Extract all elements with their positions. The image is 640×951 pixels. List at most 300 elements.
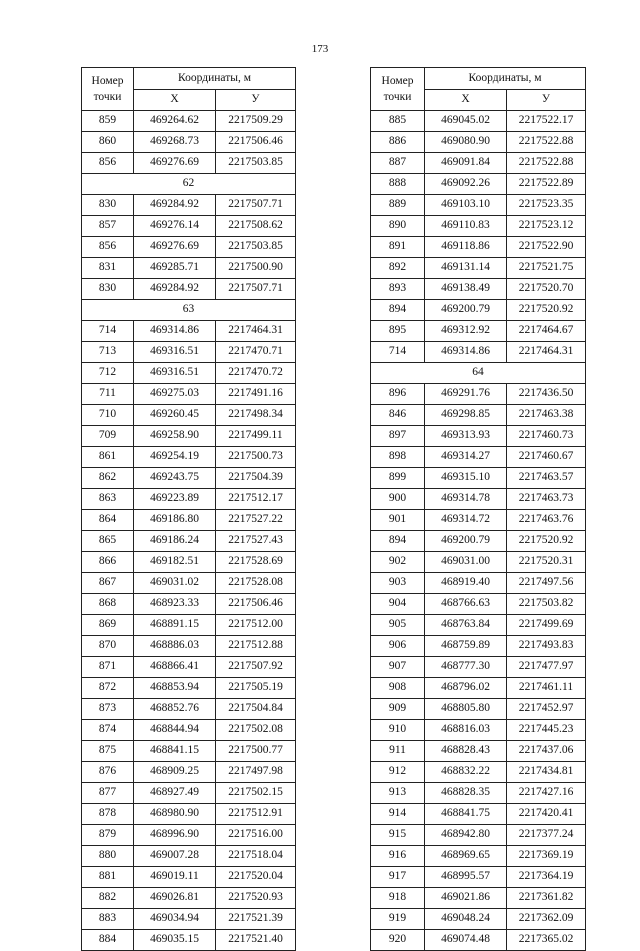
table-row <box>371 258 586 279</box>
point-number-cell: 868 <box>82 594 134 615</box>
table-row <box>82 426 296 447</box>
y-coordinate-cell: 2217520.92 <box>507 531 586 552</box>
y-coordinate-cell: 2217464.67 <box>507 321 586 342</box>
x-coordinate-cell: 468923.33 <box>134 594 216 615</box>
x-coordinate-cell: 469276.69 <box>134 237 216 258</box>
point-number-cell: 891 <box>371 237 425 258</box>
point-number-cell: 859 <box>82 111 134 132</box>
coordinates-header: Координаты, м <box>134 68 296 90</box>
table-row <box>371 888 586 909</box>
point-number-cell: 918 <box>371 888 425 909</box>
table-row <box>371 132 586 153</box>
y-coordinate-cell: 2217477.97 <box>507 657 586 678</box>
table-row <box>82 825 296 846</box>
y-coordinate-cell: 2217369.19 <box>507 846 586 867</box>
point-number-cell: 878 <box>82 804 134 825</box>
x-coordinate-cell: 469074.48 <box>425 930 507 951</box>
x-coordinate-cell: 468828.35 <box>425 783 507 804</box>
x-coordinate-cell: 469007.28 <box>134 846 216 867</box>
x-coordinate-cell: 468995.57 <box>425 867 507 888</box>
point-number-cell: 884 <box>82 930 134 951</box>
y-coordinate-cell: 2217361.82 <box>507 888 586 909</box>
table-row <box>371 237 586 258</box>
x-coordinate-cell: 469315.10 <box>425 468 507 489</box>
point-number-cell: 906 <box>371 636 425 657</box>
y-coordinate-cell: 2217463.38 <box>507 405 586 426</box>
y-coordinate-cell: 2217470.71 <box>216 342 296 363</box>
point-number-cell: 870 <box>82 636 134 657</box>
point-number-cell: 709 <box>82 426 134 447</box>
x-coordinate-cell: 469268.73 <box>134 132 216 153</box>
y-coordinate-cell: 2217507.71 <box>216 195 296 216</box>
y-coordinate-cell: 2217521.75 <box>507 258 586 279</box>
point-number-cell: 882 <box>82 888 134 909</box>
table-row <box>371 825 586 846</box>
x-coordinate-cell: 469026.81 <box>134 888 216 909</box>
table-row <box>371 594 586 615</box>
table-row <box>371 216 586 237</box>
point-number-cell: 889 <box>371 195 425 216</box>
table-row <box>82 867 296 888</box>
x-coordinate-cell: 469182.51 <box>134 552 216 573</box>
x-coordinate-cell: 469276.14 <box>134 216 216 237</box>
coordinates-table-left <box>81 67 296 951</box>
table-row <box>371 468 586 489</box>
point-number-header <box>371 68 425 111</box>
y-coordinate-cell: 2217503.85 <box>216 237 296 258</box>
x-coordinate-cell: 468759.89 <box>425 636 507 657</box>
x-coordinate-cell: 469031.02 <box>134 573 216 594</box>
point-number-cell: 830 <box>82 195 134 216</box>
x-coordinate-cell: 469264.62 <box>134 111 216 132</box>
point-number-cell: 890 <box>371 216 425 237</box>
x-coordinate-cell: 468841.75 <box>425 804 507 825</box>
x-coordinate-cell: 468909.25 <box>134 762 216 783</box>
x-coordinate-cell: 468766.63 <box>425 594 507 615</box>
x-column-header: Х <box>134 89 216 111</box>
x-coordinate-cell: 468942.80 <box>425 825 507 846</box>
point-number-cell: 898 <box>371 447 425 468</box>
x-coordinate-cell: 469284.92 <box>134 279 216 300</box>
x-coordinate-cell: 469316.51 <box>134 363 216 384</box>
x-coordinate-cell: 469285.71 <box>134 258 216 279</box>
point-number-cell: 914 <box>371 804 425 825</box>
table-row <box>371 657 586 678</box>
y-coordinate-cell: 2217522.17 <box>507 111 586 132</box>
x-coordinate-cell: 469138.49 <box>425 279 507 300</box>
section-row <box>371 363 586 384</box>
x-coordinate-cell: 468886.03 <box>134 636 216 657</box>
x-coordinate-cell: 469254.19 <box>134 447 216 468</box>
point-number-cell: 913 <box>371 783 425 804</box>
table-row <box>82 405 296 426</box>
table-row <box>82 678 296 699</box>
table-row <box>82 888 296 909</box>
y-coordinate-cell: 2217528.08 <box>216 573 296 594</box>
x-coordinate-cell: 468828.43 <box>425 741 507 762</box>
table-row <box>82 510 296 531</box>
y-coordinate-cell: 2217502.15 <box>216 783 296 804</box>
y-coordinate-cell: 2217503.82 <box>507 594 586 615</box>
y-coordinate-cell: 2217464.31 <box>216 321 296 342</box>
point-number-cell: 895 <box>371 321 425 342</box>
x-coordinate-cell: 469275.03 <box>134 384 216 405</box>
point-number-cell: 714 <box>371 342 425 363</box>
point-number-cell: 871 <box>82 657 134 678</box>
table-row <box>82 111 296 132</box>
point-number-cell: 910 <box>371 720 425 741</box>
x-coordinate-cell: 468805.80 <box>425 699 507 720</box>
y-coordinate-cell: 2217512.00 <box>216 615 296 636</box>
x-coordinate-cell: 468927.49 <box>134 783 216 804</box>
point-number-cell: 911 <box>371 741 425 762</box>
point-number-cell: 867 <box>82 573 134 594</box>
table-row <box>82 237 296 258</box>
y-coordinate-cell: 2217523.12 <box>507 216 586 237</box>
point-number-cell: 857 <box>82 216 134 237</box>
point-number-cell: 907 <box>371 657 425 678</box>
y-coordinate-cell: 2217461.11 <box>507 678 586 699</box>
point-number-cell: 846 <box>371 405 425 426</box>
point-number-cell: 877 <box>82 783 134 804</box>
x-coordinate-cell: 469313.93 <box>425 426 507 447</box>
table-row <box>82 657 296 678</box>
point-number-cell: 856 <box>82 153 134 174</box>
point-number-cell: 894 <box>371 531 425 552</box>
y-coordinate-cell: 2217499.69 <box>507 615 586 636</box>
y-coordinate-cell: 2217523.35 <box>507 195 586 216</box>
coordinates-table-right <box>370 67 586 951</box>
x-coordinate-cell: 469110.83 <box>425 216 507 237</box>
x-coordinate-cell: 468853.94 <box>134 678 216 699</box>
y-coordinate-cell: 2217500.73 <box>216 447 296 468</box>
table-row <box>82 573 296 594</box>
y-coordinate-cell: 2217522.89 <box>507 174 586 195</box>
x-coordinate-cell: 468763.84 <box>425 615 507 636</box>
y-coordinate-cell: 2217507.71 <box>216 279 296 300</box>
point-number-cell: 864 <box>82 510 134 531</box>
x-coordinate-cell: 469021.86 <box>425 888 507 909</box>
y-coordinate-cell: 2217497.56 <box>507 573 586 594</box>
x-coordinate-cell: 469131.14 <box>425 258 507 279</box>
table-row <box>82 195 296 216</box>
table-row <box>82 930 296 951</box>
point-number-cell: 903 <box>371 573 425 594</box>
y-coordinate-cell: 2217520.92 <box>507 300 586 321</box>
x-coordinate-cell: 468796.02 <box>425 678 507 699</box>
table-row <box>82 615 296 636</box>
point-number-cell: 883 <box>82 909 134 930</box>
y-coordinate-cell: 2217464.31 <box>507 342 586 363</box>
table-row <box>82 342 296 363</box>
point-number-cell: 860 <box>82 132 134 153</box>
table-row <box>82 741 296 762</box>
x-coordinate-cell: 468891.15 <box>134 615 216 636</box>
x-coordinate-cell: 468996.90 <box>134 825 216 846</box>
x-coordinate-cell: 469243.75 <box>134 468 216 489</box>
table-row <box>82 783 296 804</box>
point-number-cell: 909 <box>371 699 425 720</box>
point-number-cell: 904 <box>371 594 425 615</box>
section-label: 63 <box>82 300 296 321</box>
point-number-cell: 896 <box>371 384 425 405</box>
point-number-cell: 886 <box>371 132 425 153</box>
table-row <box>371 510 586 531</box>
x-coordinate-cell: 468969.65 <box>425 846 507 867</box>
table-row <box>371 405 586 426</box>
table-row <box>371 279 586 300</box>
point-number-cell: 917 <box>371 867 425 888</box>
x-coordinate-cell: 469092.26 <box>425 174 507 195</box>
y-coordinate-cell: 2217516.00 <box>216 825 296 846</box>
point-number-cell: 887 <box>371 153 425 174</box>
point-number-cell: 869 <box>82 615 134 636</box>
x-coordinate-cell: 469314.78 <box>425 489 507 510</box>
y-coordinate-cell: 2217504.39 <box>216 468 296 489</box>
point-number-cell: 879 <box>82 825 134 846</box>
table-row <box>82 321 296 342</box>
y-coordinate-cell: 2217521.39 <box>216 909 296 930</box>
x-coordinate-cell: 469031.00 <box>425 552 507 573</box>
y-coordinate-cell: 2217520.70 <box>507 279 586 300</box>
table-row <box>371 300 586 321</box>
section-row <box>82 300 296 321</box>
table-row <box>371 174 586 195</box>
table-row <box>82 468 296 489</box>
table-row <box>371 384 586 405</box>
point-number-cell: 899 <box>371 468 425 489</box>
y-coordinate-cell: 2217520.04 <box>216 867 296 888</box>
table-row <box>82 552 296 573</box>
y-coordinate-cell: 2217500.90 <box>216 258 296 279</box>
x-coordinate-cell: 469223.89 <box>134 489 216 510</box>
x-coordinate-cell: 468832.22 <box>425 762 507 783</box>
y-coordinate-cell: 2217522.88 <box>507 132 586 153</box>
point-number-cell: 916 <box>371 846 425 867</box>
y-coordinate-cell: 2217527.22 <box>216 510 296 531</box>
point-number-cell: 893 <box>371 279 425 300</box>
y-coordinate-cell: 2217527.43 <box>216 531 296 552</box>
point-number-cell: 885 <box>371 111 425 132</box>
point-number-header-line2: точки <box>93 91 122 103</box>
x-coordinate-cell: 468816.03 <box>425 720 507 741</box>
x-coordinate-cell: 469035.15 <box>134 930 216 951</box>
x-coordinate-cell: 469045.02 <box>425 111 507 132</box>
point-number-cell: 876 <box>82 762 134 783</box>
x-coordinate-cell: 468919.40 <box>425 573 507 594</box>
y-coordinate-cell: 2217497.98 <box>216 762 296 783</box>
y-coordinate-cell: 2217522.90 <box>507 237 586 258</box>
y-coordinate-cell: 2217518.04 <box>216 846 296 867</box>
point-number-cell: 714 <box>82 321 134 342</box>
y-coordinate-cell: 2217512.17 <box>216 489 296 510</box>
y-coordinate-cell: 2217362.09 <box>507 909 586 930</box>
point-number-cell: 712 <box>82 363 134 384</box>
x-coordinate-cell: 468980.90 <box>134 804 216 825</box>
y-column-header: У <box>507 89 586 111</box>
x-coordinate-cell: 469291.76 <box>425 384 507 405</box>
y-coordinate-cell: 2217445.23 <box>507 720 586 741</box>
y-coordinate-cell: 2217508.62 <box>216 216 296 237</box>
table-row <box>371 867 586 888</box>
x-coordinate-cell: 469284.92 <box>134 195 216 216</box>
point-number-cell: 874 <box>82 720 134 741</box>
point-number-cell: 831 <box>82 258 134 279</box>
coordinates-table-right-body <box>371 111 586 951</box>
y-coordinate-cell: 2217512.91 <box>216 804 296 825</box>
y-coordinate-cell: 2217507.92 <box>216 657 296 678</box>
y-coordinate-cell: 2217377.24 <box>507 825 586 846</box>
point-number-cell: 875 <box>82 741 134 762</box>
x-coordinate-cell: 469118.86 <box>425 237 507 258</box>
table-row <box>371 573 586 594</box>
table-row <box>82 384 296 405</box>
table-row <box>82 720 296 741</box>
table-row <box>371 699 586 720</box>
y-coordinate-cell: 2217502.08 <box>216 720 296 741</box>
point-number-cell: 713 <box>82 342 134 363</box>
point-number-cell: 880 <box>82 846 134 867</box>
table-row <box>371 846 586 867</box>
point-number-cell: 901 <box>371 510 425 531</box>
y-coordinate-cell: 2217509.29 <box>216 111 296 132</box>
x-coordinate-cell: 469260.45 <box>134 405 216 426</box>
y-coordinate-cell: 2217493.83 <box>507 636 586 657</box>
y-coordinate-cell: 2217520.93 <box>216 888 296 909</box>
table-row <box>82 216 296 237</box>
table-row <box>82 594 296 615</box>
table-row <box>371 342 586 363</box>
x-coordinate-cell: 469080.90 <box>425 132 507 153</box>
point-number-header-line1: Номер <box>381 75 414 87</box>
x-coordinate-cell: 468866.41 <box>134 657 216 678</box>
x-coordinate-cell: 469314.86 <box>425 342 507 363</box>
y-coordinate-cell: 2217452.97 <box>507 699 586 720</box>
table-row <box>371 909 586 930</box>
y-coordinate-cell: 2217470.72 <box>216 363 296 384</box>
table-row <box>371 111 586 132</box>
x-coordinate-cell: 469091.84 <box>425 153 507 174</box>
y-coordinate-cell: 2217434.81 <box>507 762 586 783</box>
table-row <box>371 531 586 552</box>
y-coordinate-cell: 2217460.67 <box>507 447 586 468</box>
point-number-cell: 863 <box>82 489 134 510</box>
table-row <box>371 636 586 657</box>
x-coordinate-cell: 469314.86 <box>134 321 216 342</box>
table-row <box>371 552 586 573</box>
point-number-cell: 908 <box>371 678 425 699</box>
x-coordinate-cell: 469048.24 <box>425 909 507 930</box>
point-number-cell: 915 <box>371 825 425 846</box>
point-number-cell: 865 <box>82 531 134 552</box>
x-coordinate-cell: 469316.51 <box>134 342 216 363</box>
y-coordinate-cell: 2217504.84 <box>216 699 296 720</box>
y-coordinate-cell: 2217463.57 <box>507 468 586 489</box>
point-number-cell: 862 <box>82 468 134 489</box>
table-row <box>371 153 586 174</box>
x-coordinate-cell: 468852.76 <box>134 699 216 720</box>
point-number-cell: 902 <box>371 552 425 573</box>
table-row <box>371 447 586 468</box>
point-number-header-line2: точки <box>383 91 412 103</box>
table-row <box>82 762 296 783</box>
y-coordinate-cell: 2217420.41 <box>507 804 586 825</box>
point-number-header-line1: Номер <box>91 75 124 87</box>
table-row <box>82 258 296 279</box>
table-row <box>371 783 586 804</box>
x-coordinate-cell: 469314.27 <box>425 447 507 468</box>
y-coordinate-cell: 2217522.88 <box>507 153 586 174</box>
point-number-cell: 711 <box>82 384 134 405</box>
y-coordinate-cell: 2217427.16 <box>507 783 586 804</box>
x-coordinate-cell: 469258.90 <box>134 426 216 447</box>
point-number-cell: 861 <box>82 447 134 468</box>
y-coordinate-cell: 2217498.34 <box>216 405 296 426</box>
table-row <box>371 741 586 762</box>
x-coordinate-cell: 468777.30 <box>425 657 507 678</box>
y-coordinate-cell: 2217506.46 <box>216 594 296 615</box>
table-row <box>82 909 296 930</box>
x-coordinate-cell: 468841.15 <box>134 741 216 762</box>
y-coordinate-cell: 2217506.46 <box>216 132 296 153</box>
y-coordinate-cell: 2217512.88 <box>216 636 296 657</box>
y-coordinate-cell: 2217500.77 <box>216 741 296 762</box>
point-number-cell: 710 <box>82 405 134 426</box>
x-coordinate-cell: 469103.10 <box>425 195 507 216</box>
table-row <box>371 426 586 447</box>
x-coordinate-cell: 469186.24 <box>134 531 216 552</box>
y-coordinate-cell: 2217520.31 <box>507 552 586 573</box>
point-number-cell: 881 <box>82 867 134 888</box>
point-number-cell: 900 <box>371 489 425 510</box>
table-row <box>82 489 296 510</box>
table-row <box>371 489 586 510</box>
table-row <box>371 762 586 783</box>
section-row <box>82 174 296 195</box>
table-row <box>371 720 586 741</box>
coordinates-table-left-body <box>82 111 296 951</box>
table-row <box>82 447 296 468</box>
point-number-cell: 920 <box>371 930 425 951</box>
table-row <box>82 699 296 720</box>
y-coordinate-cell: 2217463.76 <box>507 510 586 531</box>
point-number-cell: 912 <box>371 762 425 783</box>
x-coordinate-cell: 469312.92 <box>425 321 507 342</box>
table-row <box>82 132 296 153</box>
table-row <box>371 804 586 825</box>
y-coordinate-cell: 2217463.73 <box>507 489 586 510</box>
point-number-cell: 830 <box>82 279 134 300</box>
x-column-header: Х <box>425 89 507 111</box>
table-row <box>82 363 296 384</box>
table-row <box>371 930 586 951</box>
y-coordinate-cell: 2217437.06 <box>507 741 586 762</box>
table-row <box>371 615 586 636</box>
x-coordinate-cell: 469019.11 <box>134 867 216 888</box>
table-row <box>371 321 586 342</box>
y-coordinate-cell: 2217503.85 <box>216 153 296 174</box>
table-row <box>82 846 296 867</box>
y-coordinate-cell: 2217499.11 <box>216 426 296 447</box>
point-number-cell: 872 <box>82 678 134 699</box>
y-column-header: У <box>216 89 296 111</box>
page-number: 173 <box>311 43 329 55</box>
point-number-cell: 905 <box>371 615 425 636</box>
x-coordinate-cell: 469314.72 <box>425 510 507 531</box>
y-coordinate-cell: 2217436.50 <box>507 384 586 405</box>
coordinates-header: Координаты, м <box>425 68 586 90</box>
table-row <box>82 636 296 657</box>
